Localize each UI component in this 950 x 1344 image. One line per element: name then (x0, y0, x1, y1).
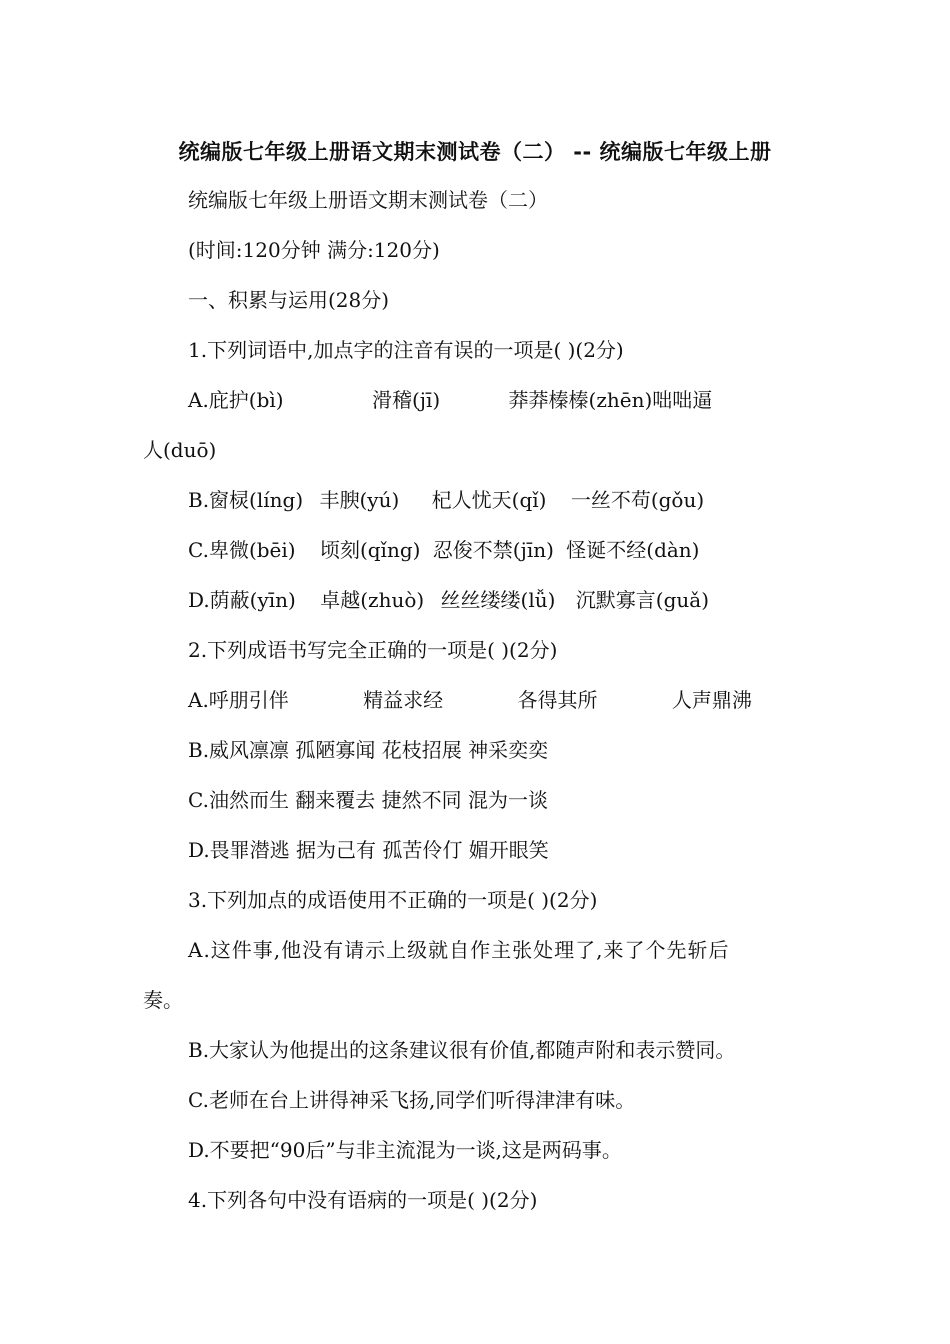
question-1-option-c (188, 536, 699, 564)
question-1-option-b (188, 486, 704, 514)
option-item: 沉默寡言(guǎ) (575, 588, 710, 612)
option-item: A.庇护(bì) (188, 388, 284, 412)
option-item: 莽莽榛榛(zhēn)咄咄逼 (508, 388, 713, 412)
question-2-option-c: C.油然而生 翻来覆去 捷然不同 混为一谈 (188, 788, 549, 812)
question-3-option-d: D.不要把“90后”与非主流混为一谈,这是两码事。 (188, 1138, 622, 1162)
question-4-stem: 4.下列各句中没有语病的一项是( )(2分) (188, 1188, 538, 1212)
option-item: 各得其所 (517, 688, 598, 712)
question-2-option-b: B.威风凛凛 孤陋寡闻 花枝招展 神采奕奕 (188, 738, 549, 762)
question-2-option-d: D.畏罪潜逃 据为己有 孤苦伶仃 媚开眼笑 (188, 838, 549, 862)
exam-time-info: (时间:120分钟 满分:120分) (188, 238, 440, 262)
option-item: 人声鼎沸 (671, 688, 752, 712)
question-3-option-a: A.这件事,他没有请示上级就自作主张处理了,来了个先斩后 (188, 938, 730, 962)
option-item: C.卑微(bēi) (188, 538, 296, 562)
option-item: 顷刻(qǐng) (319, 538, 421, 562)
question-1-stem: 1.下列词语中,加点字的注音有误的一项是( )(2分) (188, 338, 624, 362)
question-1-option-d (188, 586, 709, 614)
question-2-stem: 2.下列成语书写完全正确的一项是( )(2分) (188, 638, 558, 662)
option-item: 杞人忧天(qǐ) (431, 488, 547, 512)
option-item: 丝丝缕缕(lǚ) (440, 588, 556, 612)
option-item: 精益求经 (363, 688, 444, 712)
question-3-option-a-continued: 奏。 (143, 988, 183, 1012)
option-item: 忍俊不禁(jīn) (432, 538, 554, 562)
question-1-option-a-continued: 人(duō) (143, 438, 217, 462)
option-item: A.呼朋引伴 (188, 688, 289, 712)
option-item: B.窗棂(líng) (188, 488, 304, 512)
question-3-option-c: C.老师在台上讲得神采飞扬,同学们听得津津有味。 (188, 1088, 636, 1112)
option-item: 怪诞不经(dàn) (566, 538, 700, 562)
section-heading: 一、积累与运用(28分) (188, 288, 390, 312)
option-item: 滑稽(jī) (371, 388, 441, 412)
option-item: D.荫蔽(yīn) (188, 588, 296, 612)
option-item: 一丝不苟(gǒu) (570, 488, 705, 512)
question-3-option-b: B.大家认为他提出的这条建议很有价值,都随声附和表示赞同。 (188, 1038, 736, 1062)
question-3-stem: 3.下列加点的成语使用不正确的一项是( )(2分) (188, 888, 598, 912)
exam-subtitle: 统编版七年级上册语文期末测试卷（二） (188, 188, 548, 212)
option-item: 卓越(zhuò) (320, 588, 425, 612)
page-title: 统编版七年级上册语文期末测试卷（二） -- 统编版七年级上册 (178, 140, 772, 164)
option-item: 丰腴(yú) (319, 488, 400, 512)
question-1-option-a (188, 386, 712, 414)
question-2-option-a (188, 686, 752, 714)
